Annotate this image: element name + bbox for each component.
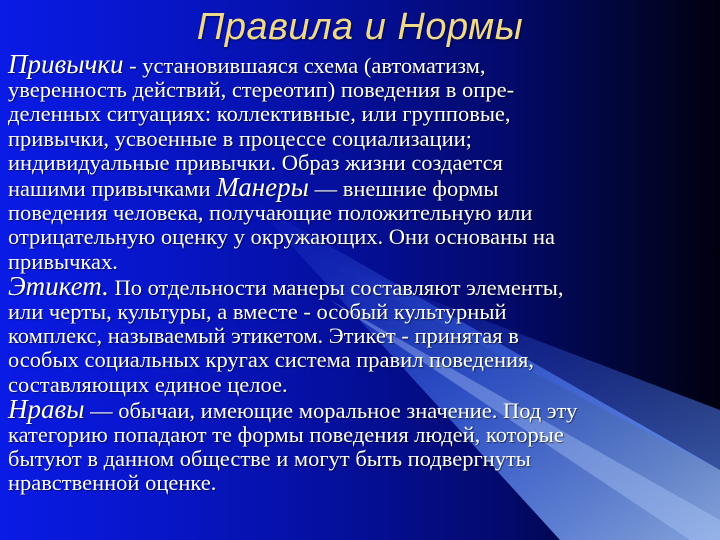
- term-manners: Манеры: [216, 172, 309, 203]
- body-line: категорию попадают те формы поведения людей, которые: [8, 422, 564, 448]
- line-text: - установившаяся схема (автоматизм,: [123, 53, 486, 78]
- term-morals: Нравы: [8, 393, 85, 424]
- body-line: [8, 270, 720, 301]
- term-etiquette: Этикет.: [8, 270, 109, 301]
- slide-body: [8, 49, 720, 496]
- term-habits: Привычки: [8, 49, 124, 79]
- body-line: уверенность действий, стереотип) поведения в опре-: [8, 77, 515, 103]
- body-line: составляющих единое целое.: [8, 371, 288, 397]
- body-line: особых социальных кругах система правил поведения,: [8, 347, 535, 373]
- line-text: — внешние формы: [308, 176, 499, 202]
- body-line: нравственной оценке.: [8, 470, 217, 496]
- body-line: привычки, усвоенные в процессе социализации;: [8, 125, 472, 151]
- slide-title: Правила и Нормы: [196, 6, 524, 48]
- body-line: поведения человека, получающие положительную или: [8, 200, 533, 226]
- body-line: [8, 393, 720, 424]
- line-text: нашими привычками: [8, 176, 217, 202]
- body-line: отрицательную оценку у окружающих. Они основаны на: [8, 224, 555, 250]
- body-line: [8, 49, 720, 79]
- body-line: бытуют в данном обществе и могут быть подвергнуты: [8, 446, 531, 472]
- body-line: индивидуальные привычки. Образ жизни создается: [8, 149, 503, 175]
- body-line: деленных ситуациях: коллективные, или групповые,: [8, 101, 511, 127]
- line-text: — обычаи, имеющие моральное значение. Под эту: [84, 397, 578, 423]
- body-line: комплекс, называемый этикетом. Этикет - принятая в: [8, 323, 519, 349]
- body-line: [8, 172, 720, 203]
- body-line: или черты, культуры, а вместе - особый культурный: [8, 299, 507, 325]
- line-text: По отдельности манеры составляют элементы,: [108, 274, 564, 300]
- body-line: привычках.: [8, 248, 118, 274]
